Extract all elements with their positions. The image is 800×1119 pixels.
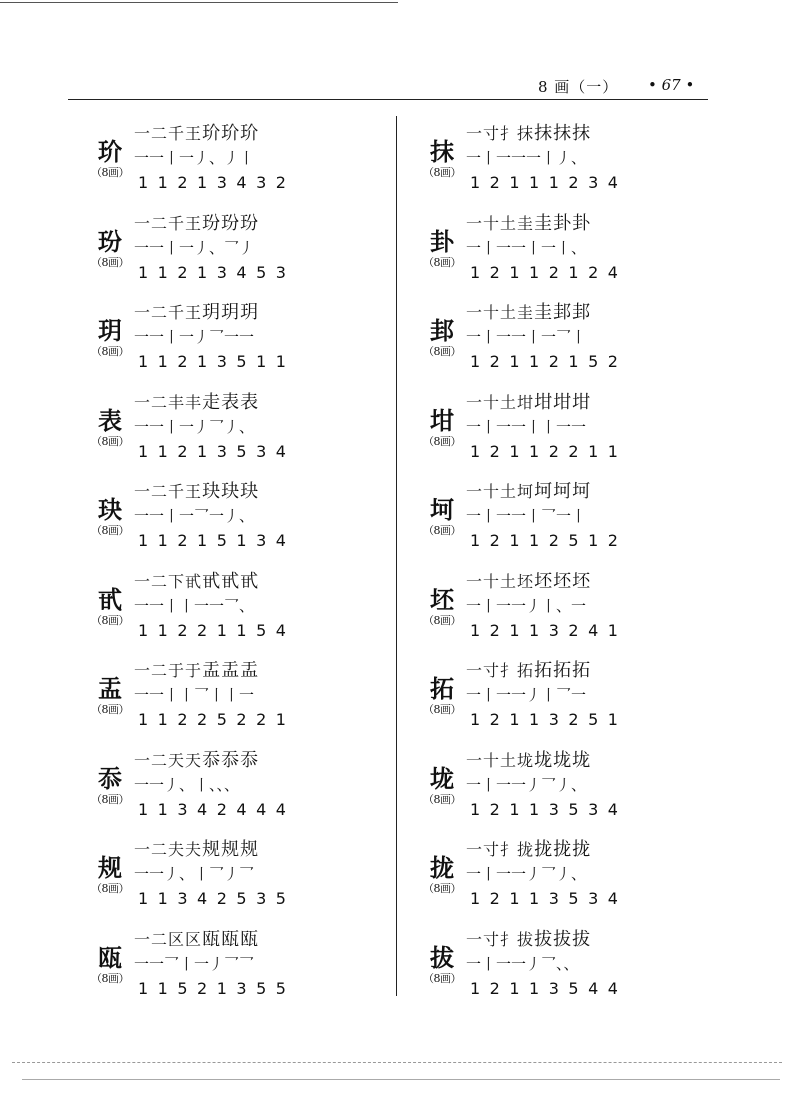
stroke-order-steps bbox=[134, 478, 374, 506]
stroke-step: 拔 bbox=[517, 929, 534, 949]
character-entry bbox=[410, 381, 710, 471]
character-entry bbox=[78, 112, 378, 202]
header-rule bbox=[68, 99, 708, 100]
stroke-count-tag: （8画） bbox=[91, 792, 129, 806]
stroke-step: 玠 bbox=[240, 123, 259, 144]
stroke-step: 坷 bbox=[572, 481, 591, 502]
stroke-step: 二 bbox=[151, 750, 168, 770]
stroke-step: 一 bbox=[134, 840, 151, 859]
stroke-step: 圭 bbox=[517, 303, 534, 322]
stroke-count-tag: （8画） bbox=[423, 703, 461, 716]
stroke-codes: 11342535 bbox=[138, 889, 296, 908]
stroke-step: 玢 bbox=[240, 212, 259, 234]
entry-character: 玠 bbox=[98, 138, 122, 166]
stroke-step: 盂 bbox=[221, 660, 240, 681]
stroke-step: 坩 bbox=[572, 391, 591, 413]
stroke-step: 规 bbox=[202, 839, 221, 860]
stroke-step: 一 bbox=[466, 213, 483, 233]
stroke-order-steps bbox=[134, 836, 374, 864]
stroke-order-steps bbox=[134, 210, 374, 238]
stroke-step: 卦 bbox=[572, 212, 591, 234]
stroke-step: 玥 bbox=[202, 302, 221, 323]
stroke-count-tag: （8画） bbox=[423, 792, 461, 806]
stroke-codes: 11213453 bbox=[138, 262, 296, 282]
stroke-step: 玦 bbox=[202, 481, 221, 502]
stroke-sequence: 一一丨一丿、乛丿 bbox=[134, 238, 255, 257]
stroke-step: 千 bbox=[168, 213, 185, 233]
stroke-sequence: 一一丨一丿、丿丨 bbox=[134, 149, 255, 167]
stroke-order-steps bbox=[466, 836, 706, 864]
stroke-step: 玠 bbox=[202, 123, 221, 144]
stroke-codes: 12113544 bbox=[470, 978, 628, 998]
stroke-step: 二 bbox=[151, 124, 168, 143]
stroke-step: 圭 bbox=[534, 302, 553, 323]
stroke-step: 寸 bbox=[483, 124, 500, 143]
stroke-sequence: 一一丿、丨、、、 bbox=[134, 775, 240, 794]
stroke-step: 一 bbox=[134, 303, 151, 322]
stroke-sequence: 一一丨一丿乛一一 bbox=[134, 328, 255, 346]
stroke-step: 圭 bbox=[534, 212, 553, 234]
stroke-step: 千 bbox=[168, 482, 185, 501]
entry-character: 拓 bbox=[430, 675, 454, 703]
stroke-step: 天 bbox=[168, 750, 185, 770]
character-entry bbox=[78, 202, 378, 292]
stroke-step: 二 bbox=[151, 482, 168, 501]
stroke-step: 坯 bbox=[553, 570, 572, 592]
stroke-step: 二 bbox=[151, 303, 168, 322]
stroke-step: 盂 bbox=[240, 660, 259, 681]
entry-character: 卦 bbox=[430, 227, 454, 256]
stroke-step: 拔 bbox=[534, 928, 553, 950]
stroke-step: 瓯 bbox=[221, 928, 240, 950]
stroke-count-tag: （8画） bbox=[423, 524, 461, 537]
stroke-step: 二 bbox=[151, 392, 168, 412]
stroke-step: 一 bbox=[134, 750, 151, 770]
stroke-step: 千 bbox=[168, 303, 185, 322]
stroke-count-tag: （8画） bbox=[91, 345, 129, 358]
stroke-order-steps bbox=[466, 747, 706, 775]
stroke-step: 十 bbox=[483, 482, 500, 501]
stroke-step: 抹 bbox=[534, 123, 553, 144]
stroke-step: 坯 bbox=[572, 570, 591, 592]
stroke-step: 甙 bbox=[202, 570, 221, 592]
entry-character: 玦 bbox=[98, 496, 122, 524]
stroke-step: 土 bbox=[500, 213, 517, 233]
stroke-step: 十 bbox=[483, 392, 500, 412]
entry-character: 甙 bbox=[98, 585, 122, 614]
stroke-step: 坩 bbox=[553, 391, 572, 413]
stroke-step: 拢 bbox=[534, 839, 553, 860]
left-column bbox=[78, 112, 378, 1007]
stroke-step: 一 bbox=[466, 392, 483, 412]
stroke-step: 盂 bbox=[202, 660, 221, 681]
stroke-step: 夫 bbox=[185, 840, 202, 859]
stroke-count-tag: （8画） bbox=[91, 613, 129, 627]
entry-character: 垅 bbox=[430, 764, 454, 793]
stroke-step: 寸 bbox=[483, 661, 500, 680]
stroke-step: 玢 bbox=[202, 212, 221, 234]
stroke-step: 二 bbox=[151, 929, 168, 949]
stroke-order-steps bbox=[466, 120, 706, 148]
entry-character: 忝 bbox=[98, 764, 122, 793]
stroke-codes: 12111234 bbox=[470, 173, 628, 192]
column-divider bbox=[396, 116, 397, 996]
stroke-step: 甙 bbox=[221, 570, 240, 592]
stroke-codes: 12112211 bbox=[470, 441, 628, 461]
stroke-step: 玥 bbox=[221, 302, 240, 323]
stroke-step: 二 bbox=[151, 840, 168, 859]
stroke-step: 天 bbox=[185, 750, 202, 770]
character-entry bbox=[78, 918, 378, 1008]
stroke-codes: 12113251 bbox=[470, 710, 628, 729]
stroke-order-steps bbox=[134, 747, 374, 775]
stroke-step: 丰 bbox=[168, 392, 185, 412]
entry-character: 坷 bbox=[430, 496, 454, 524]
stroke-count-tag: （8画） bbox=[91, 971, 129, 985]
character-entry bbox=[78, 291, 378, 381]
stroke-step: 一 bbox=[466, 750, 483, 770]
stroke-step: 一 bbox=[466, 303, 483, 322]
stroke-codes: 12113534 bbox=[470, 799, 628, 819]
stroke-step: 扌 bbox=[500, 840, 517, 859]
stroke-order-steps bbox=[466, 926, 706, 954]
character-entry bbox=[78, 649, 378, 739]
stroke-count-tag: （8画） bbox=[91, 882, 129, 895]
stroke-step: 忝 bbox=[221, 749, 240, 771]
stroke-count-tag: （8画） bbox=[423, 613, 461, 627]
stroke-step: 圭 bbox=[517, 213, 534, 233]
stroke-step: 走 bbox=[202, 391, 221, 413]
character-entry bbox=[410, 560, 710, 650]
entry-character: 坩 bbox=[430, 406, 454, 435]
stroke-count-tag: （8画） bbox=[423, 882, 461, 895]
stroke-order-steps bbox=[466, 210, 706, 238]
stroke-step: 瓯 bbox=[202, 928, 221, 950]
stroke-sequence: 一丨一一一丨丿、 bbox=[466, 149, 587, 167]
stroke-step: 忝 bbox=[202, 749, 221, 771]
stroke-codes: 11225221 bbox=[138, 710, 296, 729]
stroke-step: 土 bbox=[500, 571, 517, 591]
stroke-step: 王 bbox=[185, 303, 202, 322]
stroke-step: 一 bbox=[134, 124, 151, 143]
character-entry bbox=[410, 112, 710, 202]
stroke-step: 坷 bbox=[534, 481, 553, 502]
stroke-step: 拓 bbox=[572, 660, 591, 681]
stroke-step: 二 bbox=[151, 213, 168, 233]
stroke-step: 一 bbox=[466, 482, 483, 501]
stroke-order-steps bbox=[466, 657, 706, 685]
stroke-step: 坷 bbox=[517, 482, 534, 501]
stroke-codes: 12113534 bbox=[470, 889, 628, 908]
stroke-step: 扌 bbox=[500, 929, 517, 949]
footer-rule bbox=[12, 1062, 782, 1063]
stroke-sequence: 一丨一一丨一丨、 bbox=[466, 238, 587, 257]
stroke-step: 拔 bbox=[572, 928, 591, 950]
stroke-codes: 12112512 bbox=[470, 531, 628, 550]
stroke-step: 甙 bbox=[185, 571, 202, 591]
page-number: • 67 • bbox=[648, 76, 695, 94]
stroke-step: 下 bbox=[168, 571, 185, 591]
stroke-count-tag: （8画） bbox=[91, 166, 129, 179]
stroke-step: 瓯 bbox=[240, 928, 259, 950]
character-entry bbox=[78, 828, 378, 918]
stroke-sequence: 一一丨丨一一乛、 bbox=[134, 596, 255, 615]
character-entry bbox=[410, 918, 710, 1008]
stroke-order-steps bbox=[134, 657, 374, 685]
character-entry bbox=[78, 560, 378, 650]
entry-character: 抹 bbox=[430, 138, 454, 166]
entry-character: 拔 bbox=[430, 943, 454, 972]
stroke-count-tag: （8画） bbox=[423, 971, 461, 985]
stroke-step: 扌 bbox=[500, 124, 517, 143]
stroke-step: 二 bbox=[151, 661, 168, 680]
stroke-step: 寸 bbox=[483, 929, 500, 949]
stroke-step: 二 bbox=[151, 571, 168, 591]
stroke-sequence: 一一丨一乛一丿、 bbox=[134, 507, 255, 525]
stroke-step: 十 bbox=[483, 213, 500, 233]
stroke-step: 扌 bbox=[500, 661, 517, 680]
character-entry bbox=[410, 202, 710, 292]
stroke-count-tag: （8画） bbox=[91, 524, 129, 537]
stroke-order-steps bbox=[134, 568, 374, 596]
stroke-order-steps bbox=[134, 120, 374, 148]
stroke-step: 坩 bbox=[534, 391, 553, 413]
stroke-order-steps bbox=[466, 478, 706, 506]
character-entry bbox=[410, 739, 710, 829]
entry-character: 坯 bbox=[430, 585, 454, 614]
entry-character: 玢 bbox=[98, 227, 122, 256]
stroke-step: 坷 bbox=[553, 481, 572, 502]
stroke-step: 土 bbox=[500, 750, 517, 770]
character-entry bbox=[410, 470, 710, 560]
stroke-codes: 12113241 bbox=[470, 620, 628, 640]
stroke-step: 于 bbox=[185, 661, 202, 680]
stroke-step: 王 bbox=[185, 124, 202, 143]
stroke-step: 拢 bbox=[553, 839, 572, 860]
stroke-step: 一 bbox=[466, 124, 483, 143]
stroke-order-steps bbox=[466, 389, 706, 417]
stroke-step: 拔 bbox=[553, 928, 572, 950]
stroke-step: 玥 bbox=[240, 302, 259, 323]
stroke-step: 十 bbox=[483, 750, 500, 770]
character-entry bbox=[78, 739, 378, 829]
stroke-step: 一 bbox=[134, 482, 151, 501]
stroke-step: 一 bbox=[466, 571, 483, 591]
stroke-step: 垅 bbox=[517, 750, 534, 770]
stroke-step: 一 bbox=[134, 571, 151, 591]
stroke-codes: 11213534 bbox=[138, 441, 296, 461]
stroke-step: 玢 bbox=[221, 212, 240, 234]
stroke-step: 千 bbox=[168, 124, 185, 143]
stroke-step: 坯 bbox=[534, 570, 553, 592]
entry-character: 邽 bbox=[430, 317, 454, 345]
stroke-step: 表 bbox=[221, 391, 240, 413]
stroke-step: 一 bbox=[466, 840, 483, 859]
right-column bbox=[410, 112, 710, 1007]
stroke-step: 土 bbox=[500, 303, 517, 322]
stroke-step: 拢 bbox=[517, 840, 534, 859]
stroke-step: 区 bbox=[185, 929, 202, 949]
stroke-step: 抹 bbox=[553, 123, 572, 144]
stroke-order-steps bbox=[134, 299, 374, 327]
stroke-sequence: 一丨一一丿乛、、 bbox=[466, 954, 579, 973]
stroke-step: 十 bbox=[483, 303, 500, 322]
stroke-step: 丰 bbox=[185, 392, 202, 412]
stroke-sequence: 一丨一一丿乛丿、 bbox=[466, 775, 587, 794]
stroke-count-tag: （8画） bbox=[423, 345, 461, 358]
stroke-codes: 11215134 bbox=[138, 531, 296, 550]
stroke-step: 垅 bbox=[534, 749, 553, 771]
stroke-step: 坯 bbox=[517, 571, 534, 591]
footer-rule bbox=[22, 1079, 780, 1080]
stroke-sequence: 一丨一一丿丨乛一 bbox=[466, 686, 587, 704]
stroke-count-tag: （8画） bbox=[423, 255, 461, 269]
stroke-step: 拢 bbox=[572, 839, 591, 860]
stroke-step: 拓 bbox=[553, 660, 572, 681]
stroke-sequence: 一丨一一丨一乛丨 bbox=[466, 328, 587, 346]
stroke-sequence: 一丨一一丨丨一一 bbox=[466, 417, 587, 436]
stroke-step: 十 bbox=[483, 571, 500, 591]
entry-character: 拢 bbox=[430, 854, 454, 882]
character-entry bbox=[410, 649, 710, 739]
stroke-count-tag: （8画） bbox=[91, 703, 129, 716]
stroke-step: 一 bbox=[134, 213, 151, 233]
stroke-count-tag: （8画） bbox=[91, 434, 129, 448]
stroke-step: 卦 bbox=[553, 212, 572, 234]
stroke-codes: 11213432 bbox=[138, 173, 296, 192]
stroke-count-tag: （8画） bbox=[91, 255, 129, 269]
stroke-step: 玠 bbox=[221, 123, 240, 144]
entry-character: 瓯 bbox=[98, 943, 122, 972]
stroke-order-steps bbox=[134, 389, 374, 417]
character-entry bbox=[78, 381, 378, 471]
stroke-step: 邽 bbox=[553, 302, 572, 323]
stroke-step: 垅 bbox=[572, 749, 591, 771]
stroke-step: 王 bbox=[185, 482, 202, 501]
stroke-step: 规 bbox=[240, 839, 259, 860]
character-entry bbox=[410, 291, 710, 381]
stroke-step: 规 bbox=[221, 839, 240, 860]
stroke-step: 一 bbox=[134, 929, 151, 949]
entry-character: 表 bbox=[98, 406, 122, 435]
stroke-step: 邽 bbox=[572, 302, 591, 323]
stroke-sequence: 一一丨一丿乛丿、 bbox=[134, 417, 255, 436]
stroke-codes: 11213511 bbox=[138, 352, 296, 371]
stroke-step: 一 bbox=[466, 929, 483, 949]
entry-character: 规 bbox=[98, 854, 122, 882]
stroke-sequence: 一一丿、丨乛丿乛 bbox=[134, 865, 255, 883]
stroke-codes: 11221154 bbox=[138, 620, 296, 640]
stroke-step: 忝 bbox=[240, 749, 259, 771]
stroke-step: 王 bbox=[185, 213, 202, 233]
stroke-count-tag: （8画） bbox=[423, 166, 461, 179]
stroke-order-steps bbox=[134, 926, 374, 954]
stroke-sequence: 一丨一一丨乛一丨 bbox=[466, 507, 587, 525]
stroke-step: 玦 bbox=[240, 481, 259, 502]
stroke-order-steps bbox=[466, 568, 706, 596]
stroke-codes: 11342444 bbox=[138, 799, 296, 819]
stroke-sequence: 一丨一一丿乛丿、 bbox=[466, 865, 587, 883]
stroke-codes: 12112152 bbox=[470, 352, 628, 371]
stroke-step: 寸 bbox=[483, 840, 500, 859]
stroke-step: 一 bbox=[134, 661, 151, 680]
stroke-step: 夫 bbox=[168, 840, 185, 859]
stroke-step: 拓 bbox=[534, 660, 553, 681]
stroke-sequence: 一一丨丨乛丨丨一 bbox=[134, 686, 255, 704]
stroke-step: 土 bbox=[500, 392, 517, 412]
stroke-step: 抹 bbox=[572, 123, 591, 144]
top-scan-rule bbox=[0, 2, 398, 3]
stroke-count-tag: （8画） bbox=[423, 434, 461, 448]
stroke-step: 土 bbox=[500, 482, 517, 501]
stroke-step: 一 bbox=[134, 392, 151, 412]
stroke-codes: 12112124 bbox=[470, 262, 628, 282]
stroke-step: 区 bbox=[168, 929, 185, 949]
stroke-step: 拓 bbox=[517, 661, 534, 680]
stroke-step: 表 bbox=[240, 391, 259, 413]
character-entry bbox=[78, 470, 378, 560]
stroke-step: 一 bbox=[466, 661, 483, 680]
character-entry bbox=[410, 828, 710, 918]
stroke-step: 玦 bbox=[221, 481, 240, 502]
entry-character: 玥 bbox=[98, 317, 122, 345]
stroke-step: 甙 bbox=[240, 570, 259, 592]
stroke-codes: 11521355 bbox=[138, 978, 296, 998]
stroke-sequence: 一丨一一丿丨、一 bbox=[466, 596, 587, 615]
stroke-step: 垅 bbox=[553, 749, 572, 771]
section-title: 8 画（一） bbox=[538, 78, 619, 96]
stroke-order-steps bbox=[466, 299, 706, 327]
stroke-sequence: 一一乛丨一丿乛乛 bbox=[134, 954, 255, 973]
stroke-step: 坩 bbox=[517, 392, 534, 412]
stroke-step: 于 bbox=[168, 661, 185, 680]
entry-character: 盂 bbox=[98, 675, 122, 703]
page-header bbox=[0, 74, 705, 98]
stroke-step: 抹 bbox=[517, 124, 534, 143]
